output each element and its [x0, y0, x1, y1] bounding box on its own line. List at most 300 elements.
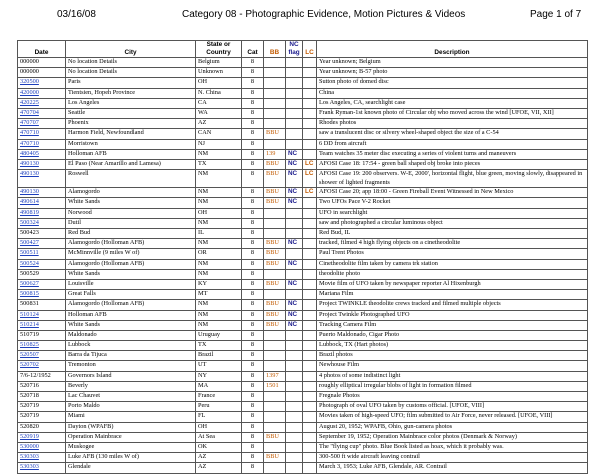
description-cell: September 19, 1952; Operation Mainbrace color photos (Denmark & Norway): [317, 432, 588, 442]
cat-cell: 8: [242, 330, 264, 340]
lc-cell: [303, 218, 317, 228]
date-cell[interactable]: 510214: [18, 320, 66, 330]
date-cell[interactable]: 500511: [18, 249, 66, 259]
table-row: [18, 218, 588, 228]
cat-cell: 8: [242, 170, 264, 188]
table-row: [18, 58, 588, 68]
header-row: [18, 41, 588, 58]
cat-cell: 8: [242, 68, 264, 78]
lc-cell: [303, 361, 317, 371]
table-row: [18, 259, 588, 269]
description-cell: Rhodes photos: [317, 119, 588, 129]
lc-cell: LC: [303, 188, 317, 198]
lc-cell: [303, 453, 317, 463]
state-cell: NM: [196, 149, 242, 159]
city-cell: Operation Mainbrace: [66, 432, 196, 442]
nc-flag-cell: [286, 371, 303, 381]
bb-cell: [264, 402, 286, 412]
lc-cell: [303, 341, 317, 351]
nc-flag-cell: [286, 392, 303, 402]
cat-cell: 8: [242, 149, 264, 159]
nc-flag-cell: [286, 139, 303, 149]
nc-flag-cell: [286, 229, 303, 239]
city-cell: Barra da Tijuca: [66, 351, 196, 361]
table-row: [18, 88, 588, 98]
cat-cell: 8: [242, 381, 264, 391]
bb-cell: [264, 139, 286, 149]
table-row: [18, 361, 588, 371]
table-row: [18, 320, 588, 330]
city-cell: Great Falls: [66, 290, 196, 300]
cat-cell: 8: [242, 351, 264, 361]
cat-cell: 8: [242, 412, 264, 422]
nc-flag-cell: NC: [286, 149, 303, 159]
bb-cell: [264, 68, 286, 78]
city-cell: Tremonton: [66, 361, 196, 371]
state-cell: WA: [196, 108, 242, 118]
table-row: [18, 208, 588, 218]
bb-cell: [264, 208, 286, 218]
lc-cell: [303, 402, 317, 412]
table-row: [18, 98, 588, 108]
table-row: [18, 422, 588, 432]
cat-cell: 8: [242, 249, 264, 259]
table-row: [18, 290, 588, 300]
table-row: [18, 188, 588, 198]
date-cell[interactable]: 490130: [18, 188, 66, 198]
description-cell: 4 photos of some indistinct light: [317, 371, 588, 381]
bb-cell: BBU: [264, 159, 286, 169]
city-cell: Alamogordo (Holloman AFB): [66, 300, 196, 310]
description-cell: March 3, 1953; Luke AFB, Glendale, AR. Contrail: [317, 463, 588, 473]
date-cell[interactable]: 500815: [18, 290, 66, 300]
lc-cell: [303, 139, 317, 149]
lc-cell: [303, 290, 317, 300]
lc-cell: [303, 239, 317, 249]
date-cell[interactable]: 500524: [18, 259, 66, 269]
city-cell: White Sands: [66, 269, 196, 279]
date-cell[interactable]: 490130: [18, 170, 66, 188]
date-cell[interactable]: 320500: [18, 78, 66, 88]
bb-cell: BBU: [264, 170, 286, 188]
cat-cell: 8: [242, 269, 264, 279]
cat-cell: 8: [242, 442, 264, 452]
lc-cell: [303, 392, 317, 402]
description-cell: 300-500 ft wide aircraft leaving contrail: [317, 453, 588, 463]
nc-flag-cell: NC: [286, 259, 303, 269]
city-cell: Red Bud: [66, 229, 196, 239]
description-cell: Year unknown; Belgium: [317, 58, 588, 68]
date-cell[interactable]: 510825: [18, 341, 66, 351]
lc-cell: [303, 463, 317, 473]
bb-cell: BBU: [264, 249, 286, 259]
table-row: [18, 279, 588, 289]
cat-cell: 8: [242, 341, 264, 351]
date-cell[interactable]: 530303: [18, 463, 66, 473]
cat-cell: 8: [242, 259, 264, 269]
date-cell: 7/6-12/1952: [18, 371, 66, 381]
date-cell[interactable]: 420225: [18, 98, 66, 108]
bb-cell: 1397: [264, 371, 286, 381]
city-cell: Alamogordo (Holloman AFB): [66, 239, 196, 249]
date-cell[interactable]: 470704: [18, 108, 66, 118]
date-cell: 510719: [18, 330, 66, 340]
date-cell[interactable]: 470710: [18, 139, 66, 149]
nc-flag-cell: [286, 422, 303, 432]
bb-cell: [264, 119, 286, 129]
state-cell: NM: [196, 198, 242, 208]
date-cell[interactable]: 520919: [18, 432, 66, 442]
city-cell: Holloman AFB: [66, 310, 196, 320]
cat-cell: 8: [242, 229, 264, 239]
nc-flag-cell: [286, 269, 303, 279]
state-cell: AZ: [196, 453, 242, 463]
lc-cell: [303, 249, 317, 259]
city-cell: El Paso (Near Amarillo and Lamesa): [66, 159, 196, 169]
state-cell: NY: [196, 371, 242, 381]
bb-cell: [264, 290, 286, 300]
bb-cell: [264, 463, 286, 473]
date-cell[interactable]: 420000: [18, 88, 66, 98]
lc-cell: [303, 78, 317, 88]
lc-cell: [303, 229, 317, 239]
city-cell: Tientsien, Hopeh Province: [66, 88, 196, 98]
lc-cell: [303, 149, 317, 159]
lc-cell: [303, 129, 317, 139]
state-cell: NM: [196, 310, 242, 320]
table-row: [18, 159, 588, 169]
date-cell[interactable]: 530000: [18, 442, 66, 452]
table-row: [18, 139, 588, 149]
city-cell: Roswell: [66, 170, 196, 188]
lc-cell: [303, 351, 317, 361]
nc-flag-cell: [286, 58, 303, 68]
description-cell: saw a translucent disc or silvery wheel-shaped object the size of a C-54: [317, 129, 588, 139]
state-cell: Unknown: [196, 68, 242, 78]
state-cell: Belgium: [196, 58, 242, 68]
sightings-table: [17, 40, 588, 474]
lc-cell: [303, 330, 317, 340]
cat-cell: 8: [242, 310, 264, 320]
nc-flag-cell: NC: [286, 310, 303, 320]
description-cell: Newhouse Film: [317, 361, 588, 371]
city-cell: Maldonado: [66, 330, 196, 340]
lc-cell: [303, 422, 317, 432]
bb-cell: BBU: [264, 129, 286, 139]
report-title: Category 08 - Photographic Evidence, Motion Pictures & Videos: [182, 9, 466, 20]
state-cell: IL: [196, 229, 242, 239]
date-cell: 520820: [18, 422, 66, 432]
city-cell: Harmon Field, Newfoundland: [66, 129, 196, 139]
bb-cell: [264, 78, 286, 88]
city-cell: Beverly: [66, 381, 196, 391]
table-row: [18, 68, 588, 78]
date-cell: 500529: [18, 269, 66, 279]
bb-cell: 139: [264, 149, 286, 159]
city-cell: Holloman AFB: [66, 149, 196, 159]
table-row: [18, 432, 588, 442]
table-row: [18, 198, 588, 208]
state-cell: CA: [196, 98, 242, 108]
city-cell: Governors Island: [66, 371, 196, 381]
state-cell: NJ: [196, 139, 242, 149]
state-cell: OH: [196, 422, 242, 432]
date-cell[interactable]: 530303: [18, 453, 66, 463]
state-cell: MT: [196, 290, 242, 300]
lc-cell: [303, 310, 317, 320]
date-cell[interactable]: 480405: [18, 149, 66, 159]
description-cell: theodolite photo: [317, 269, 588, 279]
state-cell: Brazil: [196, 351, 242, 361]
page-number: Page 1 of 7: [530, 9, 582, 20]
description-cell: Photograph of oval UFO taken by customs official. [UFOE, VIII]: [317, 402, 588, 412]
state-cell: AZ: [196, 119, 242, 129]
date-cell: 500831: [18, 300, 66, 310]
table-row: [18, 229, 588, 239]
col-header-bb: BB: [264, 41, 286, 58]
table-row: [18, 149, 588, 159]
lc-cell: [303, 412, 317, 422]
cat-cell: 8: [242, 422, 264, 432]
table-row: [18, 463, 588, 473]
bb-cell: [264, 229, 286, 239]
nc-flag-cell: [286, 98, 303, 108]
description-cell: August 20, 1952; WPAFB, Ohio, gun-camera photos: [317, 422, 588, 432]
description-cell: AFOSI Case 19: 200 observers. W-E, 2000', horizontal flight, blue green, moving slowly, disappeared in shower of lighted fragments: [317, 170, 588, 188]
lc-cell: [303, 442, 317, 452]
description-cell: Year unknown; B-57 photo: [317, 68, 588, 78]
state-cell: Peru: [196, 402, 242, 412]
lc-cell: [303, 68, 317, 78]
nc-flag-cell: NC: [286, 239, 303, 249]
table-row: [18, 351, 588, 361]
nc-flag-cell: [286, 208, 303, 218]
col-header-state: State or Country: [196, 41, 242, 58]
table-row: [18, 371, 588, 381]
city-cell: Alamogordo (Holloman AFB): [66, 259, 196, 269]
cat-cell: 8: [242, 139, 264, 149]
cat-cell: 8: [242, 108, 264, 118]
nc-flag-cell: [286, 453, 303, 463]
nc-flag-cell: [286, 218, 303, 228]
description-cell: Tracking Camera Film: [317, 320, 588, 330]
date-cell: 520719: [18, 412, 66, 422]
city-cell: Seattle: [66, 108, 196, 118]
cat-cell: 8: [242, 279, 264, 289]
bb-cell: BBU: [264, 188, 286, 198]
cat-cell: 8: [242, 218, 264, 228]
lc-cell: [303, 88, 317, 98]
date-cell[interactable]: 500627: [18, 279, 66, 289]
city-cell: Glendale: [66, 463, 196, 473]
description-cell: Mariana Film: [317, 290, 588, 300]
state-cell: TX: [196, 341, 242, 351]
bb-cell: BBU: [264, 320, 286, 330]
table-row: [18, 392, 588, 402]
bb-cell: [264, 88, 286, 98]
bb-cell: BBU: [264, 432, 286, 442]
nc-flag-cell: [286, 351, 303, 361]
city-cell: Miami: [66, 412, 196, 422]
cat-cell: 8: [242, 208, 264, 218]
state-cell: NM: [196, 170, 242, 188]
date-cell[interactable]: 470707: [18, 119, 66, 129]
description-cell: Two UFOs Pace V-2 Rocket: [317, 198, 588, 208]
page-header: [0, 0, 600, 22]
description-cell: roughly elliptical irregular blobs of light in formation filmed: [317, 381, 588, 391]
table-row: [18, 108, 588, 118]
nc-flag-cell: [286, 129, 303, 139]
date-cell[interactable]: 510124: [18, 310, 66, 320]
date-cell[interactable]: 490614: [18, 198, 66, 208]
bb-cell: [264, 351, 286, 361]
nc-flag-cell: NC: [286, 159, 303, 169]
description-cell: Puerto Maldonado, Cigar Photo: [317, 330, 588, 340]
state-cell: FL: [196, 412, 242, 422]
cat-cell: 8: [242, 320, 264, 330]
table-row: [18, 402, 588, 412]
date-cell[interactable]: 470710: [18, 129, 66, 139]
city-cell: Dutil: [66, 218, 196, 228]
description-cell: AFOSI Case 18: 17:54 - green ball shaped obj broke into pieces: [317, 159, 588, 169]
city-cell: McMinnville (9 miles W of): [66, 249, 196, 259]
nc-flag-cell: [286, 249, 303, 259]
nc-flag-cell: [286, 432, 303, 442]
state-cell: NM: [196, 300, 242, 310]
bb-cell: [264, 412, 286, 422]
cat-cell: 8: [242, 402, 264, 412]
description-cell: Movies taken of high-speed UFO; film submitted to Air Force, never released. [UFOE, VIII]: [317, 412, 588, 422]
bb-cell: [264, 108, 286, 118]
bb-cell: [264, 58, 286, 68]
lc-cell: [303, 108, 317, 118]
nc-flag-cell: NC: [286, 188, 303, 198]
city-cell: Muskogee: [66, 442, 196, 452]
description-cell: The "flying cup" photo. Blue Book listed as hoax, which it probably was.: [317, 442, 588, 452]
cat-cell: 8: [242, 361, 264, 371]
nc-flag-cell: NC: [286, 279, 303, 289]
bb-cell: BBU: [264, 453, 286, 463]
cat-cell: 8: [242, 371, 264, 381]
state-cell: CAN: [196, 129, 242, 139]
date-cell[interactable]: 500324: [18, 218, 66, 228]
state-cell: AZ: [196, 463, 242, 473]
city-cell: Morristown: [66, 139, 196, 149]
table-row: [18, 170, 588, 188]
table-row: [18, 442, 588, 452]
bb-cell: BBU: [264, 300, 286, 310]
city-cell: Luke AFB (130 miles W of): [66, 453, 196, 463]
date-cell: 000000: [18, 68, 66, 78]
table-row: [18, 249, 588, 259]
lc-cell: [303, 320, 317, 330]
city-cell: No location Details: [66, 58, 196, 68]
nc-flag-cell: [286, 341, 303, 351]
cat-cell: 8: [242, 58, 264, 68]
nc-flag-cell: [286, 108, 303, 118]
nc-flag-cell: [286, 88, 303, 98]
date-cell[interactable]: 520702: [18, 361, 66, 371]
bb-cell: BBU: [264, 259, 286, 269]
state-cell: OK: [196, 442, 242, 452]
table-row: [18, 269, 588, 279]
state-cell: N. China: [196, 88, 242, 98]
city-cell: Norwood: [66, 208, 196, 218]
col-header-lc: LC: [303, 41, 317, 58]
table-row: [18, 453, 588, 463]
date-cell: 000000: [18, 58, 66, 68]
description-cell: China: [317, 88, 588, 98]
cat-cell: 8: [242, 392, 264, 402]
description-cell: Red Bud, IL: [317, 229, 588, 239]
nc-flag-cell: NC: [286, 170, 303, 188]
table-row: [18, 239, 588, 249]
bb-cell: BBU: [264, 279, 286, 289]
table-row: [18, 119, 588, 129]
state-cell: MA: [196, 381, 242, 391]
cat-cell: 8: [242, 453, 264, 463]
lc-cell: [303, 98, 317, 108]
state-cell: Uruguay: [196, 330, 242, 340]
bb-cell: [264, 341, 286, 351]
table-row: [18, 341, 588, 351]
bb-cell: [264, 330, 286, 340]
description-cell: tracked, filmed 4 high flying objects on a cinetheodolite: [317, 239, 588, 249]
date-cell[interactable]: 490130: [18, 159, 66, 169]
cat-cell: 8: [242, 239, 264, 249]
description-cell: Fregnale Photos: [317, 392, 588, 402]
report-date: 03/16/08: [57, 9, 96, 20]
state-cell: NM: [196, 218, 242, 228]
nc-flag-cell: [286, 412, 303, 422]
cat-cell: 8: [242, 198, 264, 208]
state-cell: NM: [196, 320, 242, 330]
nc-flag-cell: NC: [286, 320, 303, 330]
nc-flag-cell: NC: [286, 198, 303, 208]
bb-cell: [264, 98, 286, 108]
description-cell: Lubbock, TX (Hart photos): [317, 341, 588, 351]
nc-flag-cell: [286, 290, 303, 300]
nc-flag-cell: [286, 68, 303, 78]
col-header-cat: Cat: [242, 41, 264, 58]
nc-flag-cell: [286, 381, 303, 391]
city-cell: White Sands: [66, 198, 196, 208]
lc-cell: [303, 58, 317, 68]
nc-flag-cell: [286, 402, 303, 412]
state-cell: At Sea: [196, 432, 242, 442]
date-cell[interactable]: 520507: [18, 351, 66, 361]
date-cell: 520718: [18, 392, 66, 402]
date-cell[interactable]: 500427: [18, 239, 66, 249]
city-cell: Louisville: [66, 279, 196, 289]
lc-cell: [303, 198, 317, 208]
table-row: [18, 412, 588, 422]
col-header-date: Date: [18, 41, 66, 58]
city-cell: Lubbock: [66, 341, 196, 351]
lc-cell: [303, 119, 317, 129]
cat-cell: 8: [242, 290, 264, 300]
lc-cell: [303, 381, 317, 391]
description-cell: Brazil photos: [317, 351, 588, 361]
table-row: [18, 381, 588, 391]
state-cell: UT: [196, 361, 242, 371]
date-cell[interactable]: 490819: [18, 208, 66, 218]
lc-cell: [303, 269, 317, 279]
table-row: [18, 330, 588, 340]
description-cell: Cinetheodolite film taken by camera trk station: [317, 259, 588, 269]
cat-cell: 8: [242, 300, 264, 310]
state-cell: NM: [196, 269, 242, 279]
